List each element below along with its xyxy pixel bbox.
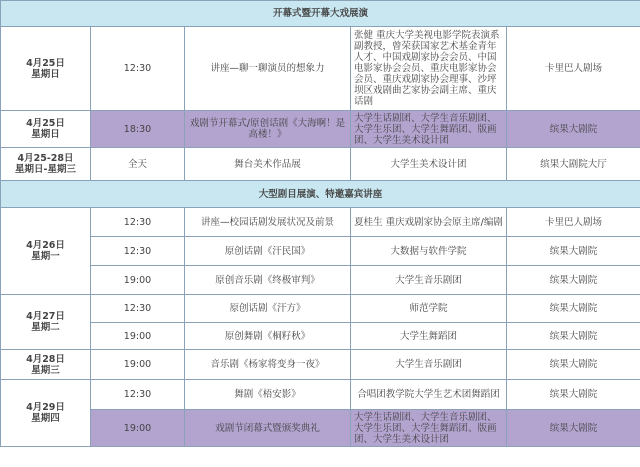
time-cell: 18:30 [91, 111, 185, 148]
date-text: 4月27日 [26, 311, 65, 322]
org-cell: 大学生话剧团、大学生音乐剧团、大学生乐团、大学生舞蹈团、版画团、大学生美术设计团 [351, 111, 507, 148]
weekday-text: 星期日-星期三 [15, 164, 76, 175]
title-cell: 舞台美术作品展 [185, 148, 351, 181]
date-cell [1, 208, 91, 295]
org-cell: 张健 重庆大学美视电影学院表演系副教授，曾荣获国家艺术基金青年人才、中国戏剧家协会会员、中国电影家协会会员、重庆电影家协会会员、重庆戏剧家协会理事、沙坪坝区戏剧曲艺家协会副主席、重庆话剧 [351, 27, 507, 111]
venue-cell: 缤果大剧院 [507, 410, 640, 447]
title-cell: 戏剧节开幕式/原创话剧《大海啊！是高楼！》 [185, 111, 351, 148]
weekday-text: 星期日 [31, 129, 60, 140]
title-cell: 讲座—校园话剧发展状况及前景 [185, 208, 351, 237]
time-cell: 12:30 [91, 295, 185, 323]
org-cell: 夏桂生 重庆戏剧家协会原主席/编剧 [351, 208, 507, 237]
time-cell: 12:30 [91, 208, 185, 237]
venue-cell: 缤果大剧院 [507, 380, 640, 410]
table-row [1, 148, 640, 181]
org-cell: 大学生话剧团、大学生音乐剧团、大学生乐团、大学生舞蹈团、版画团、大学生美术设计团 [351, 410, 507, 447]
title-cell: 讲座—聊一聊演员的想象力 [185, 27, 351, 111]
date-text: 4月25-28日 [17, 153, 74, 164]
time-cell: 19:00 [91, 350, 185, 380]
table-row [1, 266, 640, 295]
date-text: 4月28日 [26, 353, 65, 365]
table-row [1, 380, 640, 410]
time-cell: 12:30 [91, 380, 185, 410]
title-cell: 原创话剧《汗方》 [185, 295, 351, 323]
venue-cell: 缤果大剧院大厅 [507, 148, 640, 181]
section-header-opening [1, 1, 640, 27]
title-cell: 戏剧节闭幕式暨颁奖典礼 [185, 410, 351, 447]
date-text: 4月29日 [26, 402, 65, 413]
title-cell: 音乐剧《杨家将变身一夜》 [185, 350, 351, 380]
time-cell: 19:00 [91, 266, 185, 295]
date-cell [1, 380, 91, 447]
date-cell [1, 148, 91, 181]
section-title: 开幕式暨开幕大戏展演 [1, 1, 640, 27]
org-cell: 师范学院 [351, 295, 507, 323]
time-cell: 19:00 [91, 323, 185, 350]
date-text: 4月25日 [26, 118, 65, 129]
table-row [1, 237, 640, 266]
date-cell [1, 111, 91, 148]
weekday-text: 星期二 [31, 322, 60, 333]
org-cell: 合唱团教学院大学生艺术团舞蹈团 [351, 380, 507, 410]
date-cell [1, 350, 91, 380]
venue-cell: 缤果大剧院 [507, 266, 640, 295]
title-cell: 原创话剧《汗民国》 [185, 237, 351, 266]
time-cell: 12:30 [91, 27, 185, 111]
date-text: 4月25日 [26, 57, 65, 69]
table-row [1, 111, 640, 148]
title-cell: 舞剧《梧安影》 [185, 380, 351, 410]
time-cell: 全天 [91, 148, 185, 181]
date-cell [1, 295, 91, 350]
venue-cell: 卡里巴人剧场 [507, 27, 640, 111]
section-title: 大型剧目展演、特邀嘉宾讲座 [1, 181, 640, 208]
time-cell: 19:00 [91, 410, 185, 447]
weekday-text: 星期日 [31, 68, 60, 80]
venue-cell: 缤果大剧院 [507, 323, 640, 350]
table-row [1, 323, 640, 350]
org-cell: 大学生舞蹈团 [351, 323, 507, 350]
venue-cell: 缤果大剧院 [507, 350, 640, 380]
weekday-text: 星期三 [31, 364, 60, 376]
venue-cell: 缤果大剧院 [507, 237, 640, 266]
title-cell: 原创舞剧《桐籽秋》 [185, 323, 351, 350]
weekday-text: 星期四 [31, 413, 60, 424]
org-cell: 大学生美术设计团 [351, 148, 507, 181]
time-cell: 12:30 [91, 237, 185, 266]
weekday-text: 星期一 [31, 251, 60, 262]
table-row [1, 208, 640, 237]
title-cell: 原创音乐剧《终极审判》 [185, 266, 351, 295]
venue-cell: 缤果大剧院 [507, 295, 640, 323]
date-cell [1, 27, 91, 111]
date-text: 4月26日 [26, 240, 65, 251]
table-row [1, 295, 640, 323]
org-cell: 大学生音乐剧团 [351, 350, 507, 380]
org-cell: 大数据与软件学院 [351, 237, 507, 266]
section-header-main [1, 181, 640, 208]
org-cell: 大学生音乐剧团 [351, 266, 507, 295]
venue-cell: 卡里巴人剧场 [507, 208, 640, 237]
table-row [1, 27, 640, 111]
venue-cell: 缤果大剧院 [507, 111, 640, 148]
table-row [1, 410, 640, 447]
table-row [1, 350, 640, 380]
